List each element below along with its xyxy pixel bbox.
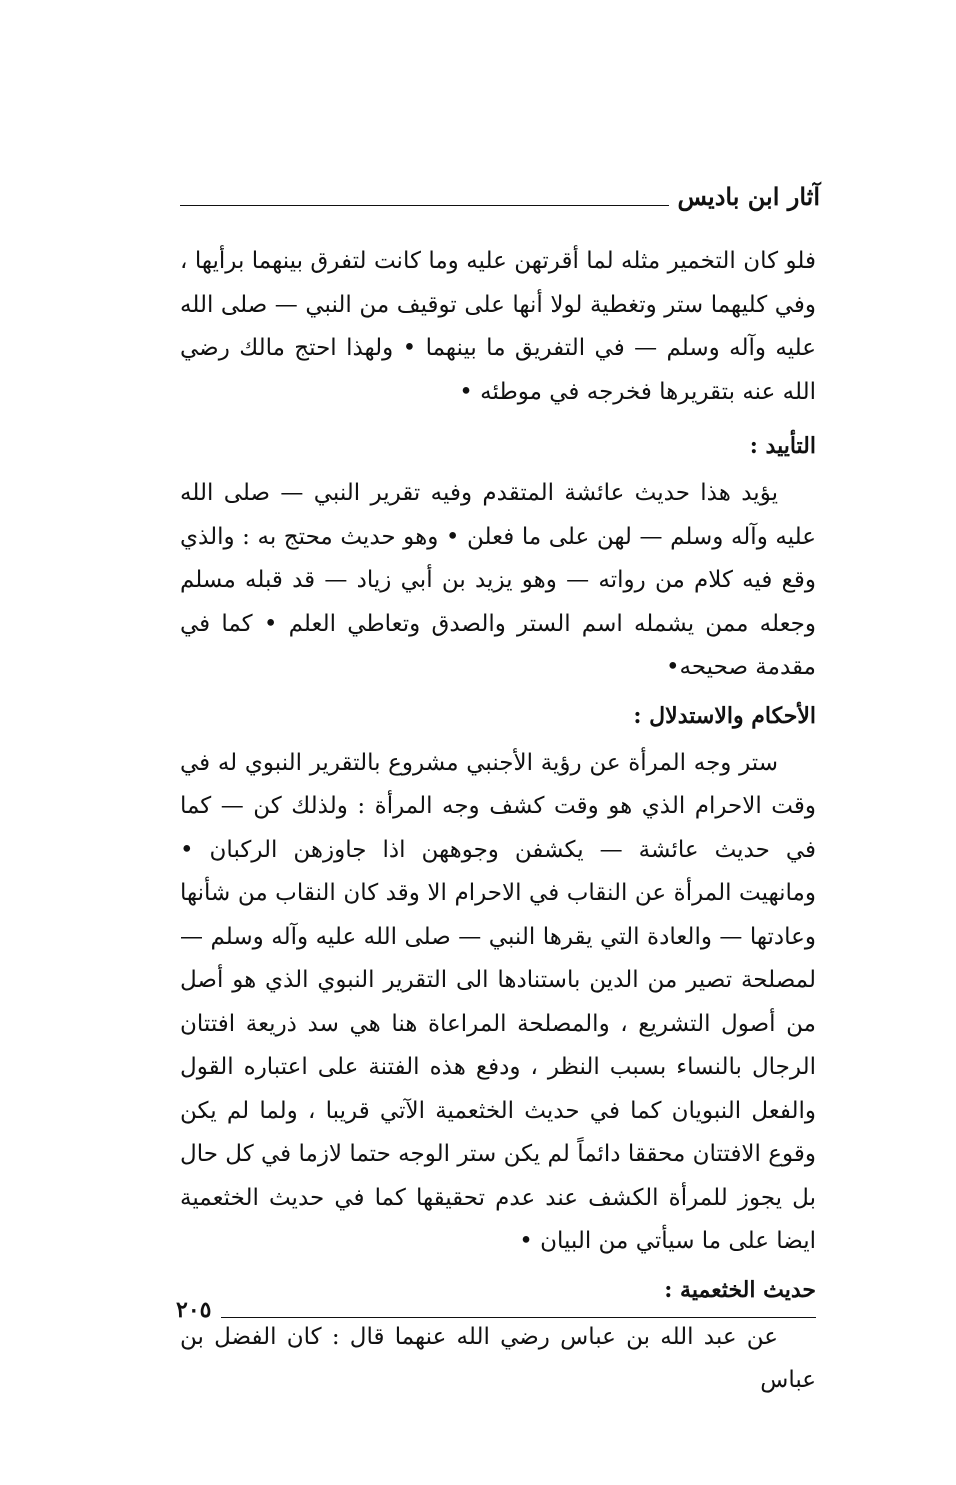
section-heading-support: التأييد : xyxy=(749,433,816,459)
section-heading-khathamiya: حديث الخثعمية : xyxy=(664,1276,816,1303)
footer-rule xyxy=(221,1317,816,1318)
paragraph-khathamiya: عن عبد الله بن عباس رضي الله عنهما قال : كان الفضل بن عباس xyxy=(180,1323,816,1393)
page-header xyxy=(180,178,820,212)
header-rule xyxy=(180,205,669,206)
page-body xyxy=(180,240,816,1403)
section-heading-rulings: الأحكام والاستدلال : xyxy=(633,702,816,729)
running-title: آثار ابن باديس xyxy=(677,182,820,211)
page-footer xyxy=(176,1290,816,1324)
paragraph-support: يؤيد هذا حديث عائشة المتقدم وفيه تقرير النبي — صلى الله عليه وآله وسلم — لهن على ما فعلن • وهو حديث محتج به : والذي وقع فيه كلام من رواته — وهو يزيد بن أبي زياد — قد قبله مسلم وجعله ممن يشمله اسم الستر والصدق وتعاطي العلم • كما في مقدمة صحيحه• xyxy=(180,480,816,680)
paragraph-continuation: فلو كان التخمير مثله لما أقرتهن عليه وما كانت لتفرق بينهما برأيها ، وفي كليهما ستر وتغطية لولا أنها على توقيف من النبي — صلى الله عليه وآله وسلم — في التفريق ما بينهما • ولهذا احتج مالك رضي الله عنه بتقريرها فخرجه في موطئه • xyxy=(180,248,816,405)
paragraph-rulings: ستر وجه المرأة عن رؤية الأجنبي مشروع بالتقرير النبوي له في وقت الاحرام الذي هو وقت كشف وجه المرأة : ولذلك كن — كما في حديث عائشة — يكشفن وجوههن اذا جاوزهن الركبان • ومانهيت المرأة عن النقاب في الاحرام الا وقد كان النقاب من شأنها وعادتها — والعادة التي يقرها النبي — صلى الله عليه وآله وسلم — لمصلحة تصير من الدين باستنادها الى التقرير النبوي الذي هو أصل من أصول التشريع ، والمصلحة المراعاة هنا هي سد ذريعة افتتان الرجال بالنساء بسبب النظر ، ودفع هذه الفتنة على اعتباره القول والفعل النبويان كما في حديث الخثعمية الآتي قريبا ، ولما لم يكن وقوع الافتتان محققا دائماً لم يكن ستر الوجه حتما لازما في كل حال بل يجوز للمرأة الكشف عند عدم تحقيقها كما في حديث الخثعمية ايضا على ما سيأتي من البيان • xyxy=(180,749,816,1254)
page-number: ٢٠٥ xyxy=(176,1297,212,1323)
